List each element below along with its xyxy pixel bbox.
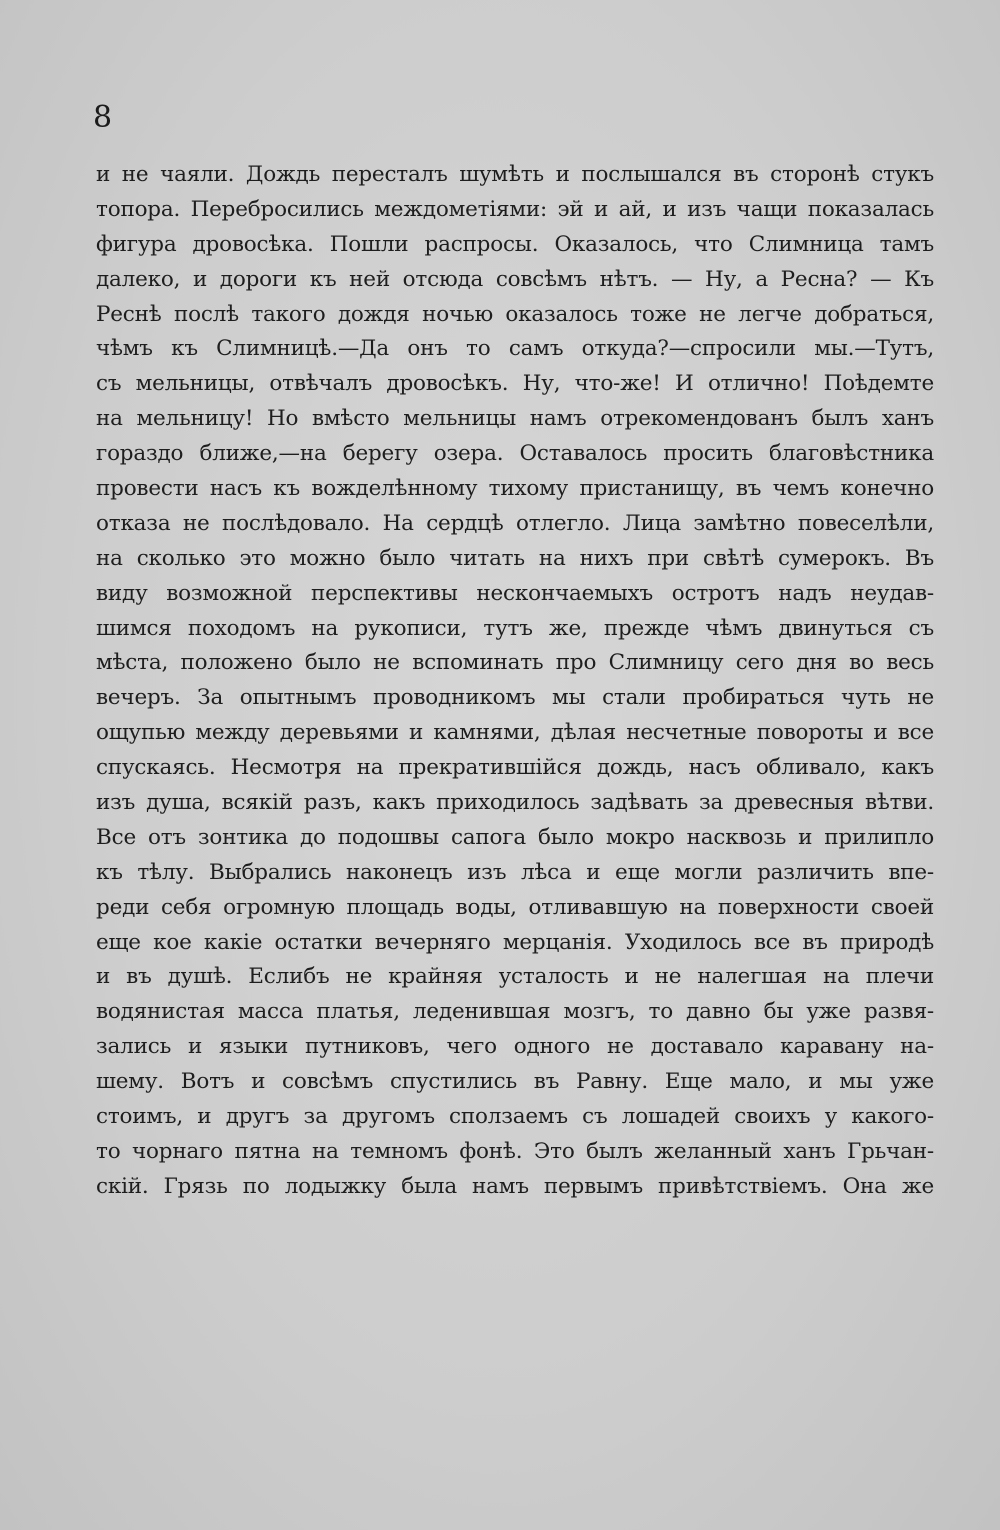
text-line: водянистая масса платья, леденившая мозгъ, то давно бы уже развя-	[96, 999, 934, 1025]
text-line: вечеръ. За опытнымъ проводникомъ мы стали пробираться чуть не	[96, 685, 934, 711]
text-line: отказа не послѣдовало. На сердцѣ отлегло. Лица замѣтно повеселѣли,	[96, 510, 934, 536]
text-line: шимся походомъ на рукописи, тутъ же, прежде чѣмъ двинуться съ	[96, 615, 934, 641]
text-line: мѣста, положено было не вспоминать про Слимницу сего дня во весь	[96, 650, 934, 676]
text-line: Все отъ зонтика до подошвы сапога было мокро насквозь и прилипло	[96, 824, 934, 850]
text-line: реди себя огромную площадь воды, отливавшую на поверхности своей	[96, 894, 934, 920]
text-line: изъ душа, всякій разъ, какъ приходилось задѣвать за древесныя вѣтви.	[96, 790, 934, 816]
text-line: зались и языки путниковъ, чего одного не доставало каравану на-	[96, 1034, 934, 1060]
text-line: фигура дровосѣка. Пошли распросы. Оказалось, что Слимница тамъ	[96, 231, 934, 257]
text-line: еще кое какіе остатки вечерняго мерцанія. Уходилось все въ природѣ	[96, 929, 934, 955]
text-line: далеко, и дороги къ ней отсюда совсѣмъ нѣтъ. — Ну, а Ресна? — Къ	[96, 266, 934, 292]
text-line: и не чаяли. Дождь пересталъ шумѣть и послышался въ сторонѣ стукъ	[96, 162, 934, 187]
text-line: топора. Перебросились междометіями: эй и ай, и изъ чащи показалась	[96, 196, 934, 222]
text-line: то чорнаго пятна на темномъ фонѣ. Это былъ желанный ханъ Грьчан-	[96, 1138, 934, 1164]
page-number: 8	[93, 100, 113, 135]
text-line: къ тѣлу. Выбрались наконецъ изъ лѣса и еще могли различить впе-	[96, 859, 934, 885]
text-line: на мельницу! Но вмѣсто мельницы намъ отрекомендованъ былъ ханъ	[96, 406, 934, 432]
text-line: съ мельницы, отвѣчалъ дровосѣкъ. Ну, что-же! И отлично! Поѣдемте	[96, 371, 934, 397]
text-line: скій. Грязь по лодыжку была намъ первымъ привѣтствіемъ. Она же	[96, 1173, 934, 1199]
text-line: Реснѣ послѣ такого дождя ночью оказалось тоже не легче добраться,	[96, 301, 934, 327]
text-line: провести насъ къ вожделѣнному тихому пристанищу, въ чемъ конечно	[96, 476, 934, 502]
text-line: и въ душѣ. Еслибъ не крайняя усталость и не налегшая на плечи	[96, 964, 934, 990]
text-line: чѣмъ къ Слимницѣ.—Да онъ то самъ откуда?—спросили мы.—Тутъ,	[96, 336, 934, 362]
text-line: ощупью между деревьями и камнями, дѣлая несчетные повороты и все	[96, 720, 934, 746]
text-line: спускаясь. Несмотря на прекратившійся дождь, насъ обливало, какъ	[96, 755, 934, 781]
text-line: на сколько это можно было читать на нихъ при свѣтѣ сумерокъ. Въ	[96, 545, 934, 571]
text-line: гораздо ближе,—на берегу озера. Оставалось просить благовѣстника	[96, 441, 934, 467]
text-line: стоимъ, и другъ за другомъ сползаемъ съ лошадей своихъ у какого-	[96, 1104, 934, 1130]
text-line: виду возможной перспективы нескончаемыхъ остротъ надъ неудав-	[96, 580, 934, 606]
body-text	[96, 158, 934, 1205]
text-line: шему. Вотъ и совсѣмъ спустились въ Равну. Еще мало, и мы уже	[96, 1069, 934, 1095]
